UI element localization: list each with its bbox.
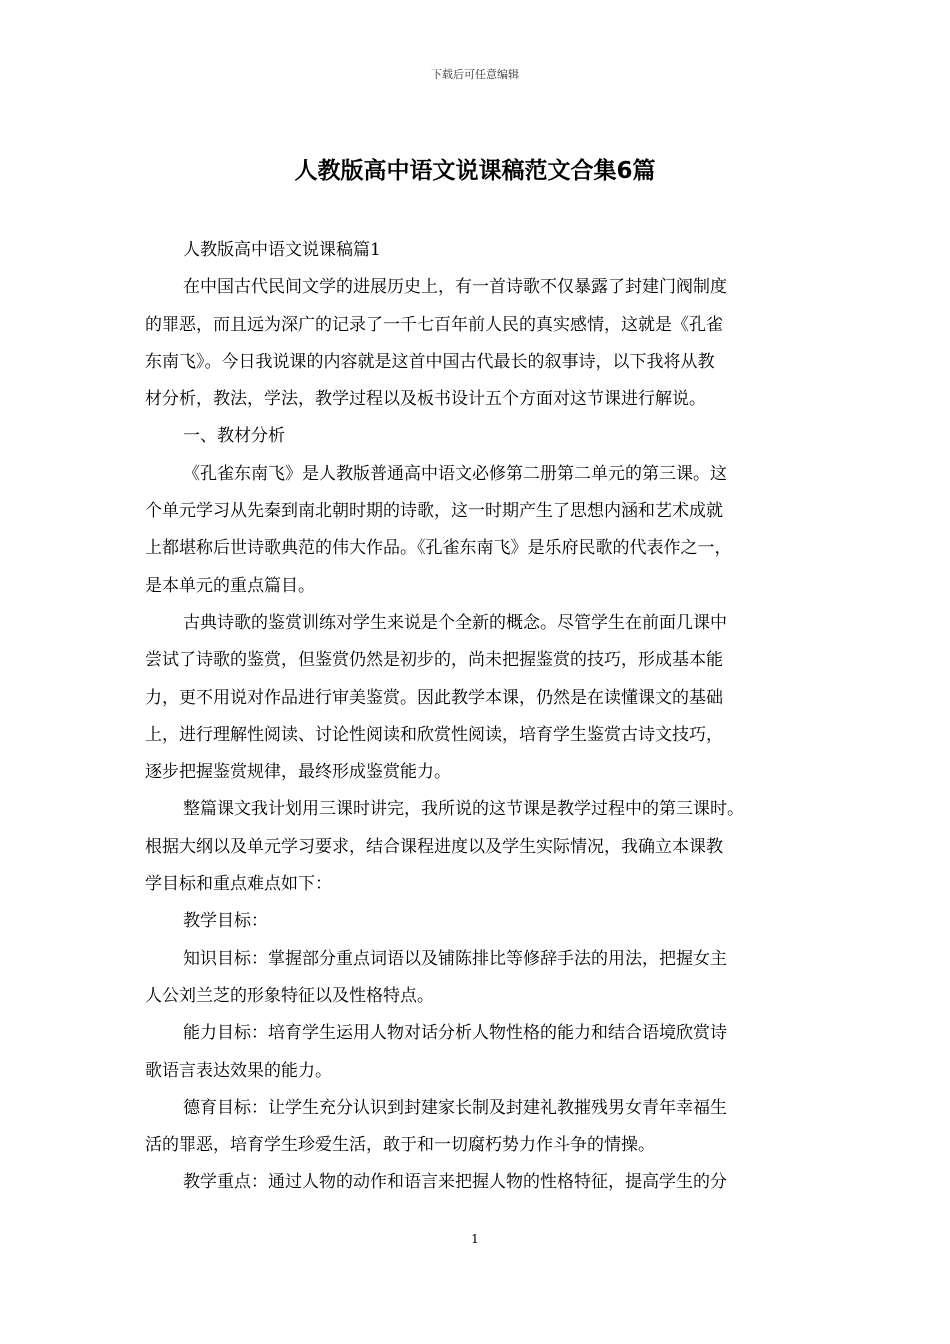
document-title: 人教版高中语文说课稿范文合集6篇 (294, 158, 656, 184)
paragraph-line: 逐步把握鉴赏规律，最终形成鉴赏能力。 (145, 762, 451, 783)
paragraph-line: 学目标和重点难点如下： (145, 874, 332, 895)
paragraph-line: 上，进行理解性阅读、讨论性阅读和欣赏性阅读，培育学生鉴赏古诗文技巧， (145, 724, 723, 745)
paragraph-line: 知识目标：掌握部分重点词语以及铺陈排比等修辞手法的用法，把握女主 (183, 948, 727, 969)
paragraph-line: 德育目标：让学生充分认识到封建家长制及封建礼教摧残男女青年幸福生 (183, 1097, 727, 1118)
header-note: 下载后可任意编辑 (431, 68, 519, 81)
paragraph-line: 上都堪称后世诗歌典范的伟大作品。《孔雀东南飞》是乐府民歌的代表作之一， (145, 538, 732, 559)
paragraph-line: 根据大纲以及单元学习要求，结合课程进度以及学生实际情况，我确立本课教 (145, 836, 723, 857)
document-body (145, 232, 805, 1202)
paragraph-line: 歌语言表达效果的能力。 (145, 1060, 332, 1081)
paragraph-line: 能力目标：培育学生运用人物对话分析人物性格的能力和结合语境欣赏诗 (183, 1023, 727, 1044)
paragraph-line: 个单元学习从先秦到南北朝时期的诗歌，这一时期产生了思想内涵和艺术成就 (145, 501, 723, 522)
paragraph-line: 力，更不用说对作品进行审美鉴赏。因此教学本课，仍然是在读懂课文的基础 (145, 687, 723, 708)
paragraph-line: 的罪恶，而且远为深广的记录了一千七百年前人民的真实感情，这就是《孔雀 (145, 314, 723, 335)
paragraph-line: 人教版高中语文说课稿篇1 (183, 240, 381, 260)
paragraph-line: 在中国古代民间文学的进展历史上，有一首诗歌不仅暴露了封建门阀制度 (183, 277, 727, 298)
paragraph-line: 是本单元的重点篇目。 (145, 575, 315, 596)
paragraph-line: 整篇课文我计划用三课时讲完，我所说的这节课是教学过程中的第三课时。 (183, 799, 744, 820)
paragraph-line: 东南飞》。今日我说课的内容就是这首中国古代最长的叙事诗，以下我将从教 (145, 351, 715, 372)
paragraph-line: 教学目标： (183, 911, 268, 932)
page-number: 1 (471, 1232, 479, 1246)
paragraph-line: 一、教材分析 (183, 426, 285, 447)
paragraph-line: 古典诗歌的鉴赏训练对学生来说是个全新的概念。尽管学生在前面几课中 (183, 612, 727, 633)
paragraph-line: 材分析，教法，学法，教学过程以及板书设计五个方面对这节课进行解说。 (145, 389, 706, 410)
paragraph-line: 人公刘兰芝的形象特征以及性格特点。 (145, 985, 434, 1006)
paragraph-line: 教学重点：通过人物的动作和语言来把握人物的性格特征，提高学生的分 (183, 1172, 727, 1193)
paragraph-line: 《孔雀东南飞》是人教版普通高中语文必修第二册第二单元的第三课。这 (183, 463, 727, 484)
paragraph-line: 活的罪恶，培育学生珍爱生活，敢于和一切腐朽势力作斗争的情操。 (145, 1135, 655, 1156)
paragraph-line: 尝试了诗歌的鉴赏，但鉴赏仍然是初步的，尚未把握鉴赏的技巧，形成基本能 (145, 650, 723, 671)
